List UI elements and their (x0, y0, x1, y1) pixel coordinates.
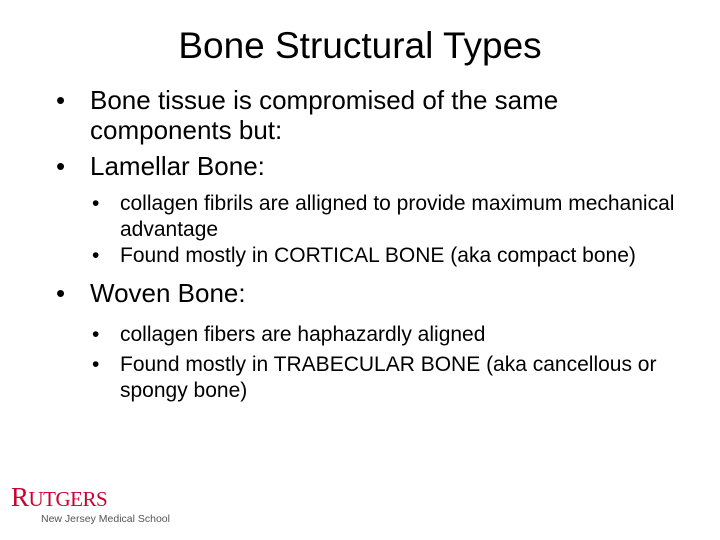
sub-bullet-item (56, 191, 676, 243)
bullet-text: Lamellar Bone: (90, 151, 265, 181)
sub-bullet-item (56, 352, 676, 404)
bullet-text: collagen fibrils are alligned to provide maximum mechanical advantage (120, 192, 675, 241)
bullet-text: Woven Bone: (90, 278, 246, 308)
bullet-text: Bone tissue is compromised of the same components but: (90, 85, 559, 145)
logo-wordmark (11, 483, 171, 513)
bullet-text: Found mostly in CORTICAL BONE (aka compact bone) (120, 244, 636, 267)
bullet-text: collagen fibers are haphazardly aligned (120, 323, 486, 346)
bullet-dot-icon: • (92, 353, 100, 376)
bullet-item (56, 151, 676, 181)
bullet-item (56, 85, 676, 145)
sub-bullet-item (56, 322, 676, 348)
sub-bullet-item (56, 243, 676, 269)
bullet-dot-icon: • (56, 151, 66, 181)
bullet-dot-icon: • (92, 323, 100, 346)
slide-title: Bone Structural Types (178, 25, 542, 66)
logo-subtitle: New Jersey Medical School (41, 513, 170, 525)
bullet-text: Found mostly in TRABECULAR BONE (aka cancellous or spongy bone) (120, 353, 657, 402)
logo-wordmark-initial: R (11, 482, 29, 512)
logo-wordmark-rest: UTGERS (28, 487, 108, 511)
bullet-dot-icon: • (56, 278, 66, 308)
bullet-list (56, 85, 676, 404)
bullet-dot-icon: • (92, 192, 100, 215)
bullet-dot-icon: • (92, 244, 100, 267)
bullet-item (56, 278, 676, 308)
bullet-dot-icon: • (56, 85, 66, 115)
rutgers-logo (11, 483, 171, 526)
